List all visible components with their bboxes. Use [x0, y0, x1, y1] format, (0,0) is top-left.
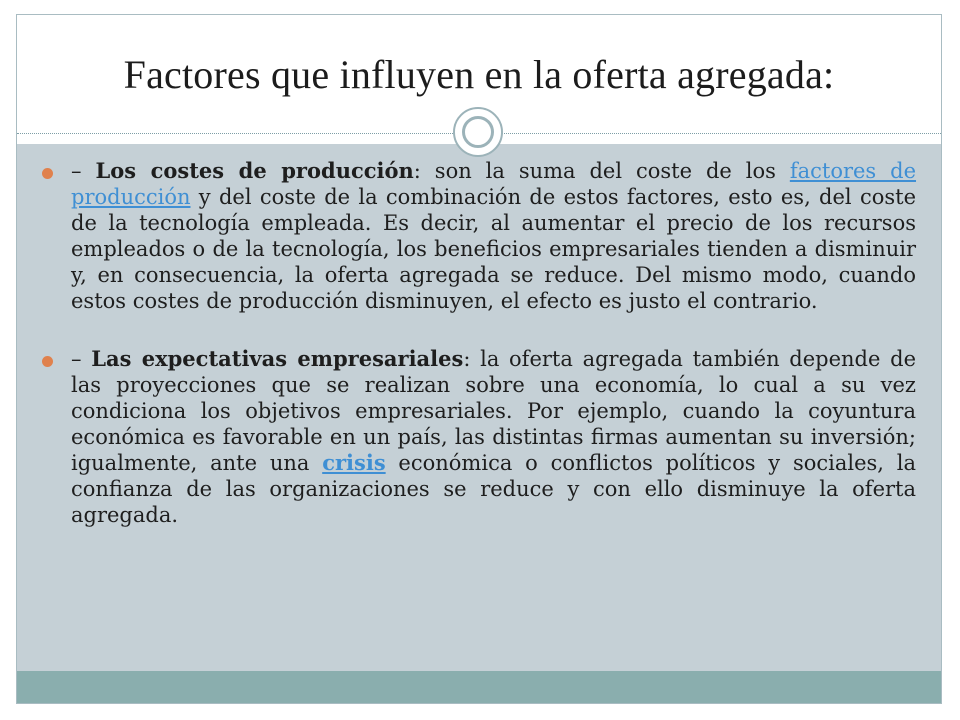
decorative-circle-inner — [462, 116, 494, 148]
bullet-lead-expectativas: Las expectativas empresariales — [91, 346, 464, 371]
bullet-text-part1: : son la suma del coste de los — [413, 159, 790, 183]
link-crisis[interactable]: crisis — [322, 450, 386, 475]
link-factores-de-produccion[interactable]: factores de producción — [71, 159, 917, 209]
bullet-text-part2: económica o conflictos políticos y sociales, la confianza de las organizaciones se reduce y con ello disminuye la oferta agregada. — [71, 451, 916, 527]
footer-band — [17, 671, 941, 703]
slide-title: Factores que influyen en la oferta agregada: — [123, 51, 835, 97]
bullet-item-costes — [40, 158, 916, 314]
bullet-text-part2: y del coste de la combinación de estos factores, esto es, del coste de la tecnología empleada. Es decir, al aumentar el precio de los recursos empleados o de la tecnología, los beneficios empresariales tienden a disminuir y, en consecuencia, la oferta agregada se reduce. Del mismo modo, cuando estos costes de producción disminuyen, el efecto es justo el contrario. — [71, 185, 916, 313]
decorative-circle-icon — [453, 107, 503, 157]
bullet-list — [40, 158, 916, 560]
bullet-text-part1: : la oferta agregada también depende de las proyecciones que se realizan sobre una economía, lo cual a su vez condiciona los objetivos empresariales. Por ejemplo, cuando la coyuntura económica es favorable en un país, las distintas firmas aumentan su inversión; igualmente, ante una — [71, 347, 916, 475]
bullet-item-expectativas — [40, 346, 916, 528]
bullet-dash: – — [71, 159, 96, 183]
bullet-dash: – — [71, 347, 92, 371]
bullet-lead-costes: Los costes de producción — [95, 158, 414, 183]
bullet-dot-icon — [42, 168, 53, 179]
bullet-dot-icon — [42, 356, 53, 367]
